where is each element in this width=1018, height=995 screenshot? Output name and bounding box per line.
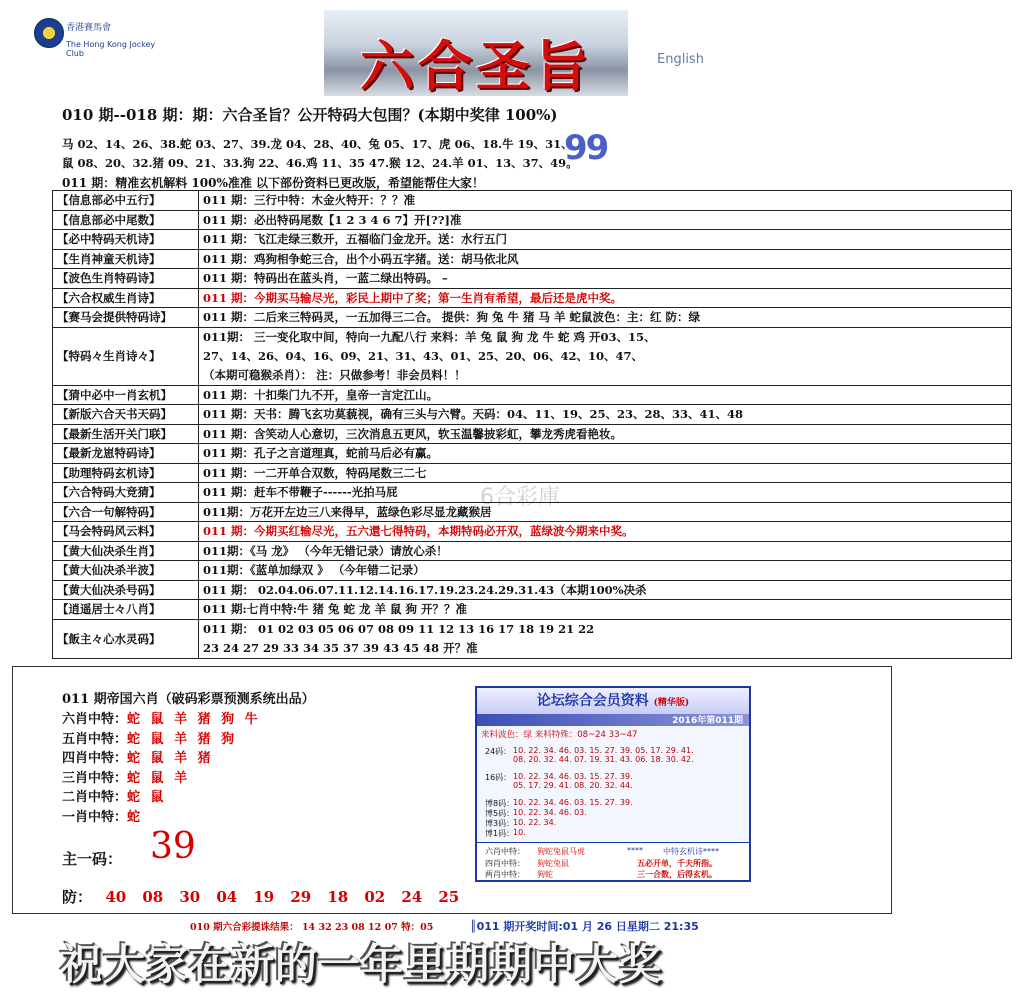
page-headline: 010 期--018 期：期：六合圣旨？公开特码大包围？(本期中奖律 100%) bbox=[62, 106, 558, 124]
table-row bbox=[53, 191, 1012, 211]
card-block-line: 10. bbox=[513, 828, 526, 837]
card-block-key: 博8码： bbox=[485, 799, 515, 808]
zodiac-pick-value: 蛇 鼠 bbox=[127, 790, 167, 805]
row-content: 011 期：天书：腾飞玄功莫藐视，确有三头与六臂。天码：04、11、19、25、23、28、33、41、48 bbox=[199, 405, 1012, 425]
card-two-label: 两肖中特： bbox=[485, 870, 525, 879]
row-content bbox=[199, 327, 1012, 385]
zodiac-pick-value: 蛇 鼠 羊 bbox=[127, 770, 191, 786]
table-row bbox=[53, 230, 1012, 250]
table-row bbox=[53, 210, 1012, 230]
card-block-line: 08. 20. 32. 44. 07. 19. 31. 43. 06. 18. 30. 42. bbox=[513, 755, 694, 764]
table-row bbox=[53, 522, 1012, 542]
row-label: 【飯主々心水灵码】 bbox=[53, 619, 199, 658]
zodiac-pick-row bbox=[62, 806, 143, 825]
row-label: 【黄大仙决杀生肖】 bbox=[53, 541, 199, 561]
card-block-key: 博1码： bbox=[485, 829, 515, 838]
card-block-key: 24码： bbox=[485, 747, 512, 756]
backup-label: 防： bbox=[62, 888, 93, 906]
row-content: 011 期：鸡狗相争蛇三合，出个小码五字猪。送：胡马依北风 bbox=[199, 249, 1012, 269]
row-label: 【信息部必中五行】 bbox=[53, 191, 199, 211]
row-label: 【马会特码风云料】 bbox=[53, 522, 199, 542]
card-block-key: 博3码： bbox=[485, 819, 515, 828]
row-content: 011 期：一二开单合双数，特码尾数三二七 bbox=[199, 463, 1012, 483]
row-label: 【最新龙崽特码诗】 bbox=[53, 444, 199, 464]
big-number-99: 99 bbox=[564, 128, 608, 168]
zodiac-pick-label: 五肖中特： bbox=[62, 731, 128, 747]
card-two-value: 狗蛇 bbox=[537, 870, 553, 879]
row-label: 【猜中必中一肖玄机】 bbox=[53, 385, 199, 405]
main-number-label: 主一码： bbox=[62, 850, 123, 868]
table-row bbox=[53, 308, 1012, 328]
card-number-block bbox=[477, 798, 749, 807]
row-label: 【助理特码玄机诗】 bbox=[53, 463, 199, 483]
zodiac-pick-label: 六肖中特： bbox=[62, 712, 128, 727]
card-number-block bbox=[477, 818, 749, 827]
table-row bbox=[53, 561, 1012, 581]
row-label: 【六合特码大竞猜】 bbox=[53, 483, 199, 503]
row-content: 011 期：特码出在蓝头肖，一蓝二绿出特码。 – bbox=[199, 269, 1012, 289]
card-poem-1: 五必开单，千夫所指。 bbox=[637, 859, 717, 868]
row-content: 011期：万花开左边三八来得早，蓝绿色彩尽显龙藏猴居 bbox=[199, 502, 1012, 522]
zodiac-pick-label: 一肖中特： bbox=[62, 809, 128, 825]
row-content-line: 27、14、26、04、16、09、21、31、43、01、25、20、06、42、10、47、 bbox=[203, 348, 644, 363]
card-stars: **** bbox=[627, 846, 643, 855]
row-content: 011 期：孔子之言道理真，蛇前马后必有赢。 bbox=[199, 444, 1012, 464]
table-row bbox=[53, 269, 1012, 289]
card-poem-2: 三一合数，后得玄机。 bbox=[637, 870, 717, 879]
card-footer bbox=[477, 842, 749, 880]
row-content-line: 011期： 三一变化取中间，特向一九配八行 来料：羊 兔 鼠 狗 龙 牛 蛇 鸡 开03、15、 bbox=[203, 329, 656, 344]
card-number-block bbox=[477, 746, 749, 764]
zodiac-pick-label: 四肖中特： bbox=[62, 751, 128, 766]
card-title: 论坛综合会员资料 (精华版) bbox=[477, 688, 749, 714]
card-block-line: 10. 22. 34. 46. 03. bbox=[513, 808, 587, 817]
card-line: 来料波色：绿 来料特殊：08~24 33~47 bbox=[481, 730, 638, 740]
member-data-card bbox=[475, 686, 751, 882]
zodiac-pick-row bbox=[62, 728, 237, 747]
six-zodiac-title: 011 期帝国六肖（破码彩票预测系统出品） bbox=[62, 692, 315, 707]
card-block-line: 10. 22. 34. bbox=[513, 818, 557, 827]
table-row bbox=[53, 405, 1012, 425]
card-block-line: 10. 22. 34. 46. 03. 15. 27. 39. bbox=[513, 798, 633, 807]
table-row bbox=[53, 385, 1012, 405]
row-content: 011 期：赶车不带鞭子------光拍马屁 bbox=[199, 483, 1012, 503]
zodiac-pick-value: 蛇 bbox=[127, 809, 144, 825]
row-label: 【波色生肖特码诗】 bbox=[53, 269, 199, 289]
table-row bbox=[53, 424, 1012, 444]
zodiac-pick-value: 蛇 鼠 羊 猪 狗 bbox=[127, 731, 238, 747]
main-number: 39 bbox=[150, 826, 196, 867]
row-content: 011 期：三行中特：木金火特开：？？准 bbox=[199, 191, 1012, 211]
zodiac-pick-label: 三肖中特： bbox=[62, 770, 128, 786]
draw-time: ║011 期开奖时间:01 月 26 日星期二 21:35 bbox=[470, 920, 699, 933]
row-content: 011 期：今期买马输尽光，彩民上期中了奖；第一生肖有希望，最后还是虎中奖。 bbox=[199, 288, 1012, 308]
row-content: 011期：《蓝单加绿双 》 （今年错二记录） bbox=[199, 561, 1012, 581]
row-content: 011 期:七肖中特:牛 猪 兔 蛇 龙 羊 鼠 狗 开？？准 bbox=[199, 600, 1012, 620]
card-block-line: 10. 22. 34. 46. 03. 15. 27. 39. 05. 17. 29. 41. bbox=[513, 746, 694, 755]
backup-number: 04 bbox=[216, 888, 238, 906]
table-row bbox=[53, 327, 1012, 385]
table-row bbox=[53, 541, 1012, 561]
hkjc-logo[interactable] bbox=[34, 16, 164, 62]
card-four-label: 四肖中特： bbox=[485, 859, 525, 868]
row-content: 011 期：飞江走绿三数开，五福临门金龙开。送：水行五门 bbox=[199, 230, 1012, 250]
row-content-line: 23 24 27 29 33 34 35 37 39 43 45 48 开？准 bbox=[203, 640, 478, 655]
zodiac-pick-row bbox=[62, 767, 190, 786]
blessing-banner: 祝大家在新的一年里期期中大奖 bbox=[60, 940, 663, 989]
card-block-line: 10. 22. 34. 46. 03. 15. 27. 39. bbox=[513, 772, 633, 781]
row-content: 011 期：今期买红输尽光，五六還七得特码，本期特码必开双，蓝绿波今期来中奖。 bbox=[199, 522, 1012, 542]
backup-number: 25 bbox=[438, 888, 460, 906]
backup-number: 30 bbox=[179, 888, 201, 906]
predictions-table bbox=[52, 190, 1012, 659]
previous-result: 010 期六合彩提诛结果： 14 32 23 08 12 07 特：05 bbox=[190, 922, 434, 933]
card-number-block bbox=[477, 808, 749, 817]
backup-number: 18 bbox=[327, 888, 349, 906]
zodiac-line-1: 马 02、14、26、38.蛇 03、27、39.龙 04、28、40、兔 05、17、虎 06、18.牛 19、31、 bbox=[62, 137, 573, 151]
card-block-key: 博5码： bbox=[485, 809, 515, 818]
row-label: 【逍遥居士々八肖】 bbox=[53, 600, 199, 620]
zodiac-line-2: 鼠 08、20、32.猪 09、21、33.狗 22、46.鸡 11、35 47.猴 12、24.羊 01、13、37、49。 bbox=[62, 156, 578, 170]
row-label: 【赛马会提供特码诗】 bbox=[53, 308, 199, 328]
row-label: 【黄大仙决杀半波】 bbox=[53, 561, 199, 581]
zodiac-pick-value: 蛇 鼠 羊 猪 bbox=[127, 751, 214, 766]
row-label: 【必中特码天机诗】 bbox=[53, 230, 199, 250]
row-label: 【新版六合天书天码】 bbox=[53, 405, 199, 425]
zodiac-pick-label: 二肖中特： bbox=[62, 790, 128, 805]
backup-number: 02 bbox=[364, 888, 386, 906]
backup-numbers bbox=[62, 886, 467, 907]
logo-chinese-text: 香港賽馬會 bbox=[66, 23, 112, 33]
row-label: 【六合一句解特码】 bbox=[53, 502, 199, 522]
english-link[interactable]: English bbox=[657, 52, 704, 67]
card-six-label: 六肖中特： bbox=[485, 847, 525, 856]
card-six-value: 狗蛇兔鼠马虎 bbox=[537, 847, 585, 856]
row-content bbox=[199, 619, 1012, 658]
backup-number: 08 bbox=[142, 888, 164, 906]
card-block-key: 16码： bbox=[485, 773, 512, 782]
table-row bbox=[53, 600, 1012, 620]
row-content: 011 期：二后来三特码灵，一五加得三二合。 提供：狗 兔 牛 猪 马 羊 蛇鼠波色：主：红 防：绿 bbox=[199, 308, 1012, 328]
logo-english-text: The Hong Kong Jockey Club bbox=[66, 40, 156, 58]
row-content: 011 期：十扣柴门九不开，皇帝一言定江山。 bbox=[199, 385, 1012, 405]
hkjc-emblem-icon bbox=[34, 18, 64, 48]
card-four-value: 狗蛇兔鼠 bbox=[537, 859, 569, 868]
zodiac-pick-row bbox=[62, 708, 261, 727]
row-content: 011 期：必出特码尾数【1 2 3 4 6 7】开[??]准 bbox=[199, 210, 1012, 230]
zodiac-pick-row bbox=[62, 747, 214, 766]
table-row bbox=[53, 619, 1012, 658]
row-label: 【最新生活开关门联】 bbox=[53, 424, 199, 444]
card-block-line: 05. 17. 29. 41. 08. 20. 32. 44. bbox=[513, 781, 633, 790]
table-row bbox=[53, 249, 1012, 269]
table-row bbox=[53, 463, 1012, 483]
row-label: 【六合权威生肖诗】 bbox=[53, 288, 199, 308]
zodiac-pick-value: 蛇 鼠 羊 猪 狗 牛 bbox=[127, 712, 261, 727]
precise-note: 011 期：精准玄机解料 100%准准 以下部份资料已更改版，希望能帮住大家！ bbox=[62, 176, 485, 190]
table-row bbox=[53, 483, 1012, 503]
row-label: 【特码々生肖诗々】 bbox=[53, 327, 199, 385]
backup-number: 24 bbox=[401, 888, 423, 906]
banner bbox=[324, 10, 628, 96]
row-content-line: （本期可稳猴杀肖）： 注：只做参考！非会员料！！ bbox=[203, 367, 466, 382]
zodiac-pick-row bbox=[62, 786, 167, 805]
backup-number: 29 bbox=[290, 888, 312, 906]
backup-number: 40 bbox=[105, 888, 127, 906]
row-content: 011期：《马 龙》 （今年无错记录）请放心杀！ bbox=[199, 541, 1012, 561]
watermark: 6合彩庫 bbox=[480, 485, 560, 510]
table-row bbox=[53, 444, 1012, 464]
table-row bbox=[53, 502, 1012, 522]
table-row bbox=[53, 288, 1012, 308]
card-poem-label: 中特玄机诗**** bbox=[663, 847, 719, 856]
card-title-sub: (精华版) bbox=[653, 698, 690, 708]
banner-title: 六合圣旨 bbox=[360, 34, 592, 96]
row-label: 【信息部必中尾数】 bbox=[53, 210, 199, 230]
row-content: 011 期： 02.04.06.07.11.12.14.16.17.19.23.24.29.31.43（本期100%决杀 bbox=[199, 580, 1012, 600]
card-number-block bbox=[477, 772, 749, 790]
row-label: 【生肖神童天机诗】 bbox=[53, 249, 199, 269]
card-bar bbox=[477, 714, 749, 726]
row-content: 011 期：含笑动人心意切，三次消息五更风，软玉温馨披彩虹，攀龙秀虎看艳妆。 bbox=[199, 424, 1012, 444]
table-row bbox=[53, 580, 1012, 600]
row-label: 【黄大仙决杀号码】 bbox=[53, 580, 199, 600]
backup-number: 19 bbox=[253, 888, 275, 906]
row-content-line: 011 期： 01 02 03 05 06 07 08 09 11 12 13 16 17 18 19 21 22 bbox=[203, 621, 595, 636]
card-issue: 2016年第011期 bbox=[672, 716, 743, 726]
card-number-block bbox=[477, 828, 749, 837]
